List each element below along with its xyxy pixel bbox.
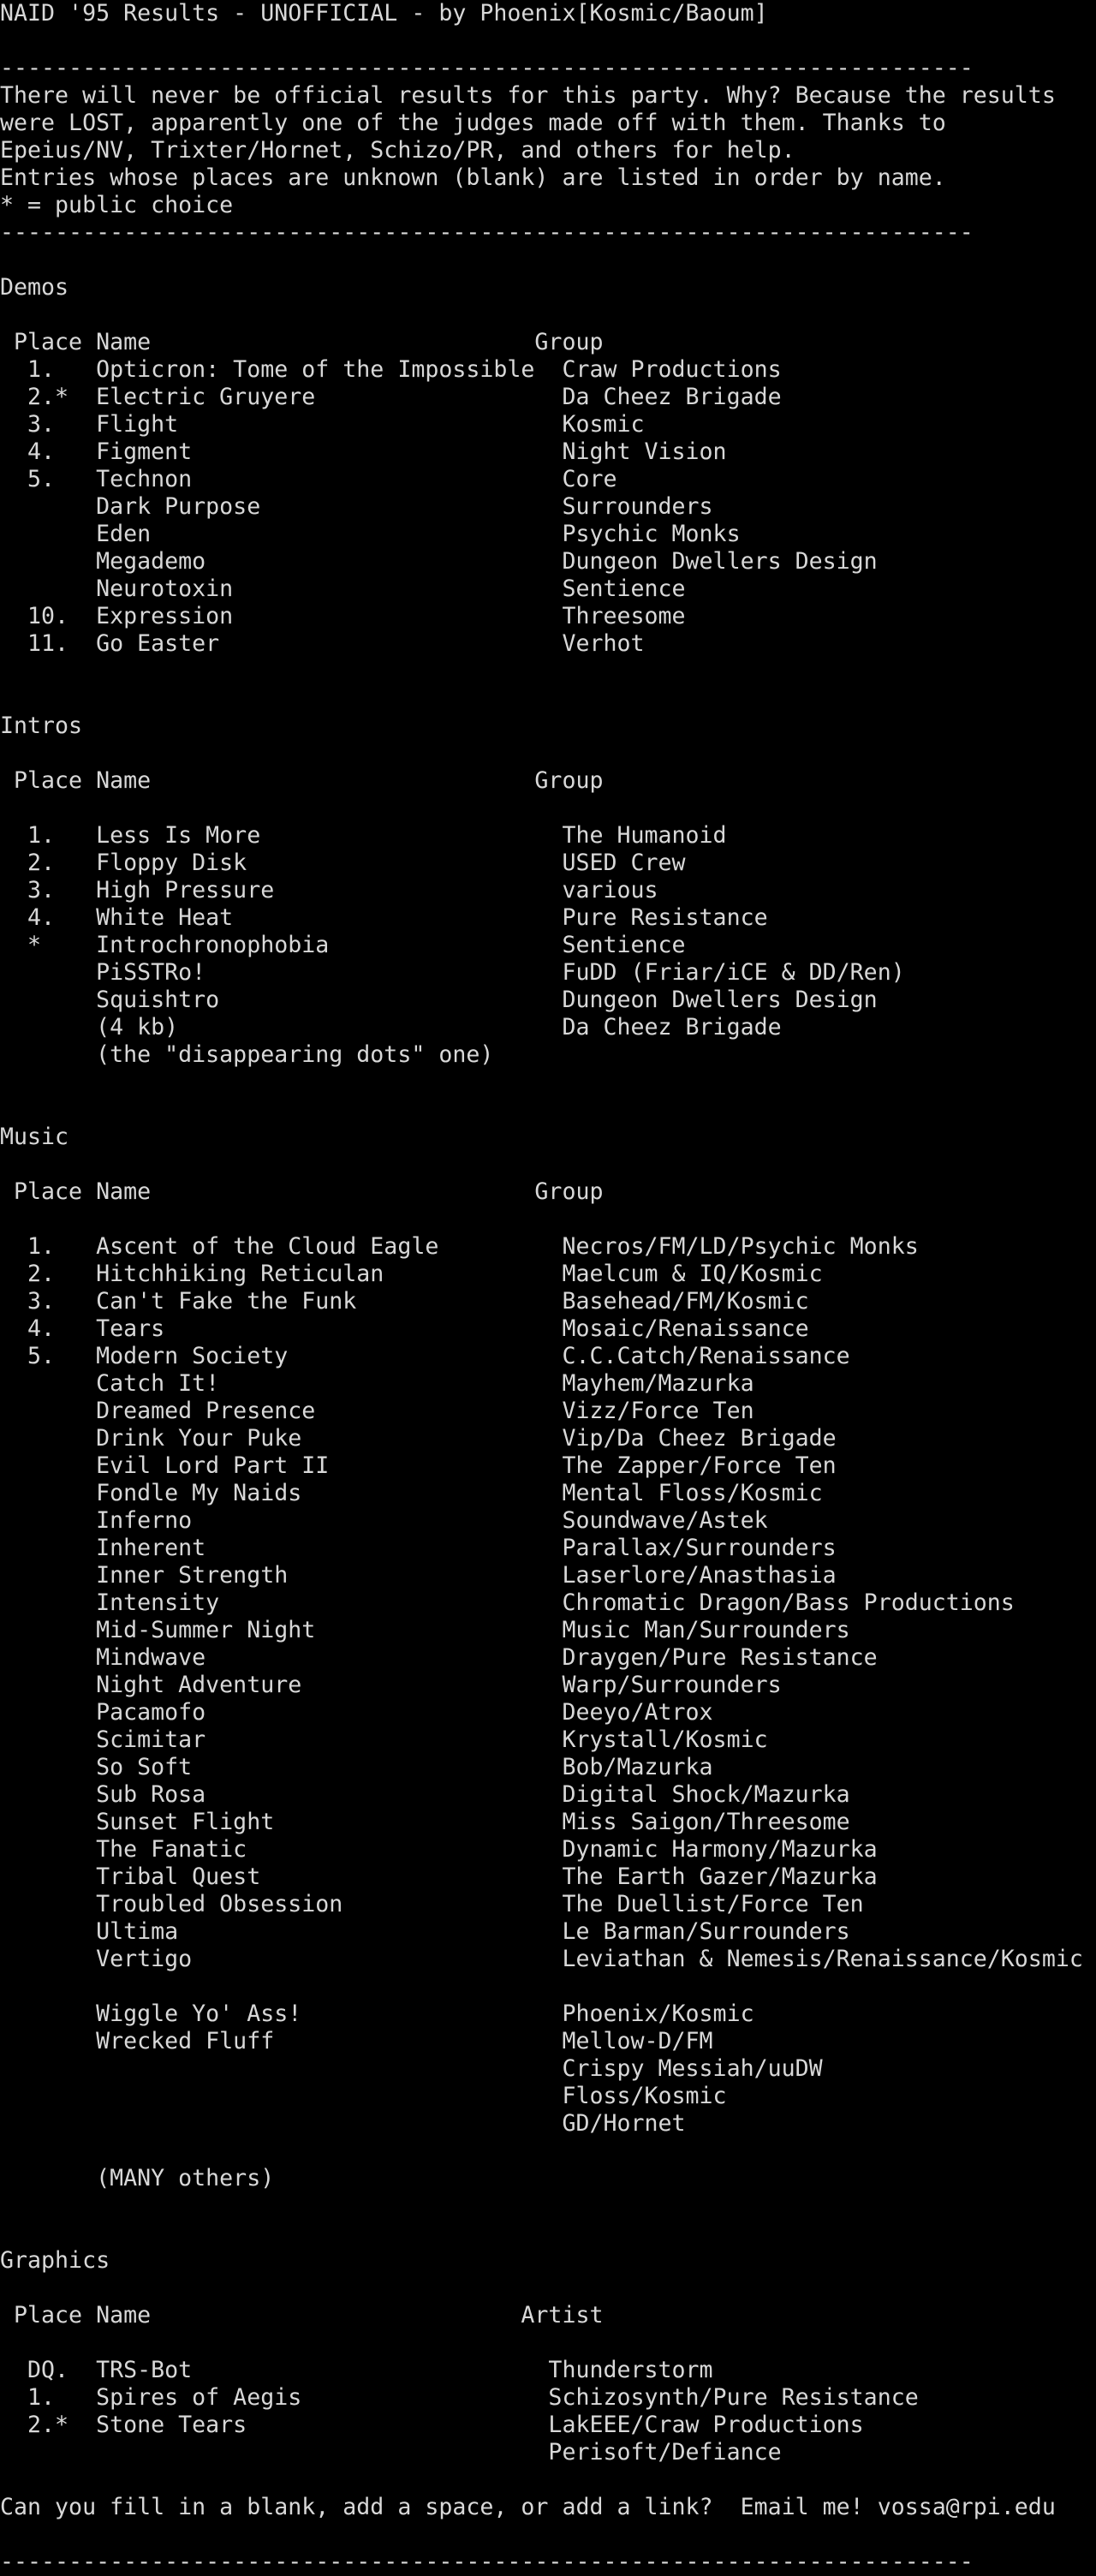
text-line: Floss/Kosmic xyxy=(0,2083,727,2109)
column-header: Place Name Group xyxy=(0,329,604,355)
column-header: Place Name Group xyxy=(0,1178,604,1205)
text-line: * = public choice xyxy=(0,192,234,218)
text-line: Wiggle Yo' Ass! Phoenix/Kosmic xyxy=(0,2001,754,2027)
text-line: Sub Rosa Digital Shock/Mazurka xyxy=(0,1781,850,1808)
text-line: Eden Psychic Monks xyxy=(0,521,741,547)
text-line: Dark Purpose Surrounders xyxy=(0,493,713,520)
text-line: 10. Expression Threesome xyxy=(0,603,686,629)
text-line: So Soft Bob/Mazurka xyxy=(0,1754,713,1780)
text-line: Wrecked Fluff Mellow-D/FM xyxy=(0,2028,713,2054)
text-line: GD/Hornet xyxy=(0,2110,686,2137)
divider-line: ----------------------------------------------------------------------- xyxy=(0,219,974,246)
blank-line xyxy=(0,2521,1096,2549)
text-line: Perisoft/Defiance xyxy=(0,2439,782,2466)
text-line: Mid-Summer Night Music Man/Surrounders xyxy=(0,1617,850,1643)
column-header: Place Name Group xyxy=(0,767,604,794)
text-line: There will never be official results for this party. Why? Because the results xyxy=(0,82,1056,109)
text-line: Inherent Parallax/Surrounders xyxy=(0,1535,837,1561)
text-line: 3. Can't Fake the Funk Basehead/FM/Kosmic xyxy=(0,1288,809,1315)
text-line: Crispy Messiah/uuDW xyxy=(0,2055,823,2082)
section-heading: Graphics xyxy=(0,2247,110,2274)
text-line: Troubled Obsession The Duellist/Force Ten xyxy=(0,1891,864,1917)
text-line: 11. Go Easter Verhot xyxy=(0,630,645,657)
text-line: (the "disappearing dots" one) xyxy=(0,1041,494,1068)
text-line: 4. White Heat Pure Resistance xyxy=(0,904,768,931)
text-line: Drink Your Puke Vip/Da Cheez Brigade xyxy=(0,1425,837,1452)
text-line: 1. Spires of Aegis Schizosynth/Pure Resistance xyxy=(0,2384,919,2411)
text-line: * Introchronophobia Sentience xyxy=(0,932,686,958)
text-line: 2. Floppy Disk USED Crew xyxy=(0,850,686,876)
section-heading: Demos xyxy=(0,274,69,301)
blank-line xyxy=(0,1069,1096,1096)
blank-line xyxy=(0,247,1096,274)
text-line: Epeius/NV, Trixter/Hornet, Schizo/PR, and others for help. xyxy=(0,137,795,164)
text-line: Dreamed Presence Vizz/Force Ten xyxy=(0,1398,754,1424)
divider-line: ----------------------------------------------------------------------- xyxy=(0,55,974,81)
text-line: Vertigo Leviathan & Nemesis/Renaissance/Kosmic xyxy=(0,1946,1083,1972)
text-line: Evil Lord Part II The Zapper/Force Ten xyxy=(0,1452,837,1479)
page-title: NAID '95 Results - UNOFFICIAL - by Phoenix[Kosmic/Baoum] xyxy=(0,0,768,27)
divider-line: ----------------------------------------------------------------------- xyxy=(0,2549,974,2575)
text-line: (4 kb) Da Cheez Brigade xyxy=(0,1014,782,1041)
text-line: 2.* Stone Tears LakEEE/Craw Productions xyxy=(0,2412,864,2438)
text-line: 3. Flight Kosmic xyxy=(0,411,645,438)
blank-line xyxy=(0,2466,1096,2494)
text-line: Fondle My Naids Mental Floss/Kosmic xyxy=(0,1480,823,1506)
blank-line xyxy=(0,2138,1096,2165)
section-heading: Music xyxy=(0,1124,69,1150)
text-line: (MANY others) xyxy=(0,2165,275,2191)
blank-line xyxy=(0,1973,1096,2001)
text-line: Tribal Quest The Earth Gazer/Mazurka xyxy=(0,1863,878,1890)
blank-line xyxy=(0,2275,1096,2302)
text-line: Pacamofo Deeyo/Atrox xyxy=(0,1699,713,1726)
text-line: Megademo Dungeon Dwellers Design xyxy=(0,548,878,575)
text-line: Intensity Chromatic Dragon/Bass Productions xyxy=(0,1589,1015,1616)
text-line: 2.* Electric Gruyere Da Cheez Brigade xyxy=(0,384,782,410)
text-line: 5. Technon Core xyxy=(0,466,617,492)
blank-line xyxy=(0,685,1096,713)
blank-line xyxy=(0,301,1096,329)
text-line: Inner Strength Laserlore/Anasthasia xyxy=(0,1562,837,1589)
text-line: Night Adventure Warp/Surrounders xyxy=(0,1672,782,1698)
column-header: Place Name Artist xyxy=(0,2302,604,2329)
text-line: 1. Ascent of the Cloud Eagle Necros/FM/LD/Psychic Monks xyxy=(0,1233,919,1260)
blank-line xyxy=(0,1206,1096,1233)
text-line: DQ. TRS-Bot Thunderstorm xyxy=(0,2357,713,2383)
text-line: Entries whose places are unknown (blank) are listed in order by name. xyxy=(0,164,946,191)
blank-line xyxy=(0,740,1096,767)
section-heading: Intros xyxy=(0,713,83,739)
blank-line xyxy=(0,27,1096,55)
text-line: were LOST, apparently one of the judges made off with them. Thanks to xyxy=(0,110,946,136)
text-line: 3. High Pressure various xyxy=(0,877,658,903)
text-line: 1. Less Is More The Humanoid xyxy=(0,822,727,849)
text-line: Inferno Soundwave/Astek xyxy=(0,1507,768,1534)
text-line: Squishtro Dungeon Dwellers Design xyxy=(0,987,878,1013)
blank-line xyxy=(0,658,1096,685)
text-line: 4. Figment Night Vision xyxy=(0,438,727,465)
text-line: Neurotoxin Sentience xyxy=(0,575,686,602)
text-line: 4. Tears Mosaic/Renaissance xyxy=(0,1315,809,1342)
text-line: Can you fill in a blank, add a space, or add a link? Email me! vossa@rpi.edu xyxy=(0,2494,1056,2520)
text-line: Sunset Flight Miss Saigon/Threesome xyxy=(0,1809,850,1835)
text-line: 5. Modern Society C.C.Catch/Renaissance xyxy=(0,1343,850,1369)
text-line: The Fanatic Dynamic Harmony/Mazurka xyxy=(0,1836,878,1863)
text-line: PiSSTRo! FuDD (Friar/iCE & DD/Ren) xyxy=(0,959,905,986)
blank-line xyxy=(0,2220,1096,2247)
text-line: 1. Opticron: Tome of the Impossible Craw Productions xyxy=(0,356,782,383)
blank-line xyxy=(0,1096,1096,1124)
text-line: Scimitar Krystall/Kosmic xyxy=(0,1726,768,1753)
text-line: Catch It! Mayhem/Mazurka xyxy=(0,1370,754,1397)
text-line: Ultima Le Barman/Surrounders xyxy=(0,1918,850,1945)
text-line: Mindwave Draygen/Pure Resistance xyxy=(0,1644,878,1671)
text-line: 2. Hitchhiking Reticulan Maelcum & IQ/Kosmic xyxy=(0,1261,823,1287)
blank-line xyxy=(0,795,1096,822)
blank-line xyxy=(0,2329,1096,2357)
blank-line xyxy=(0,1151,1096,1178)
blank-line xyxy=(0,2192,1096,2220)
